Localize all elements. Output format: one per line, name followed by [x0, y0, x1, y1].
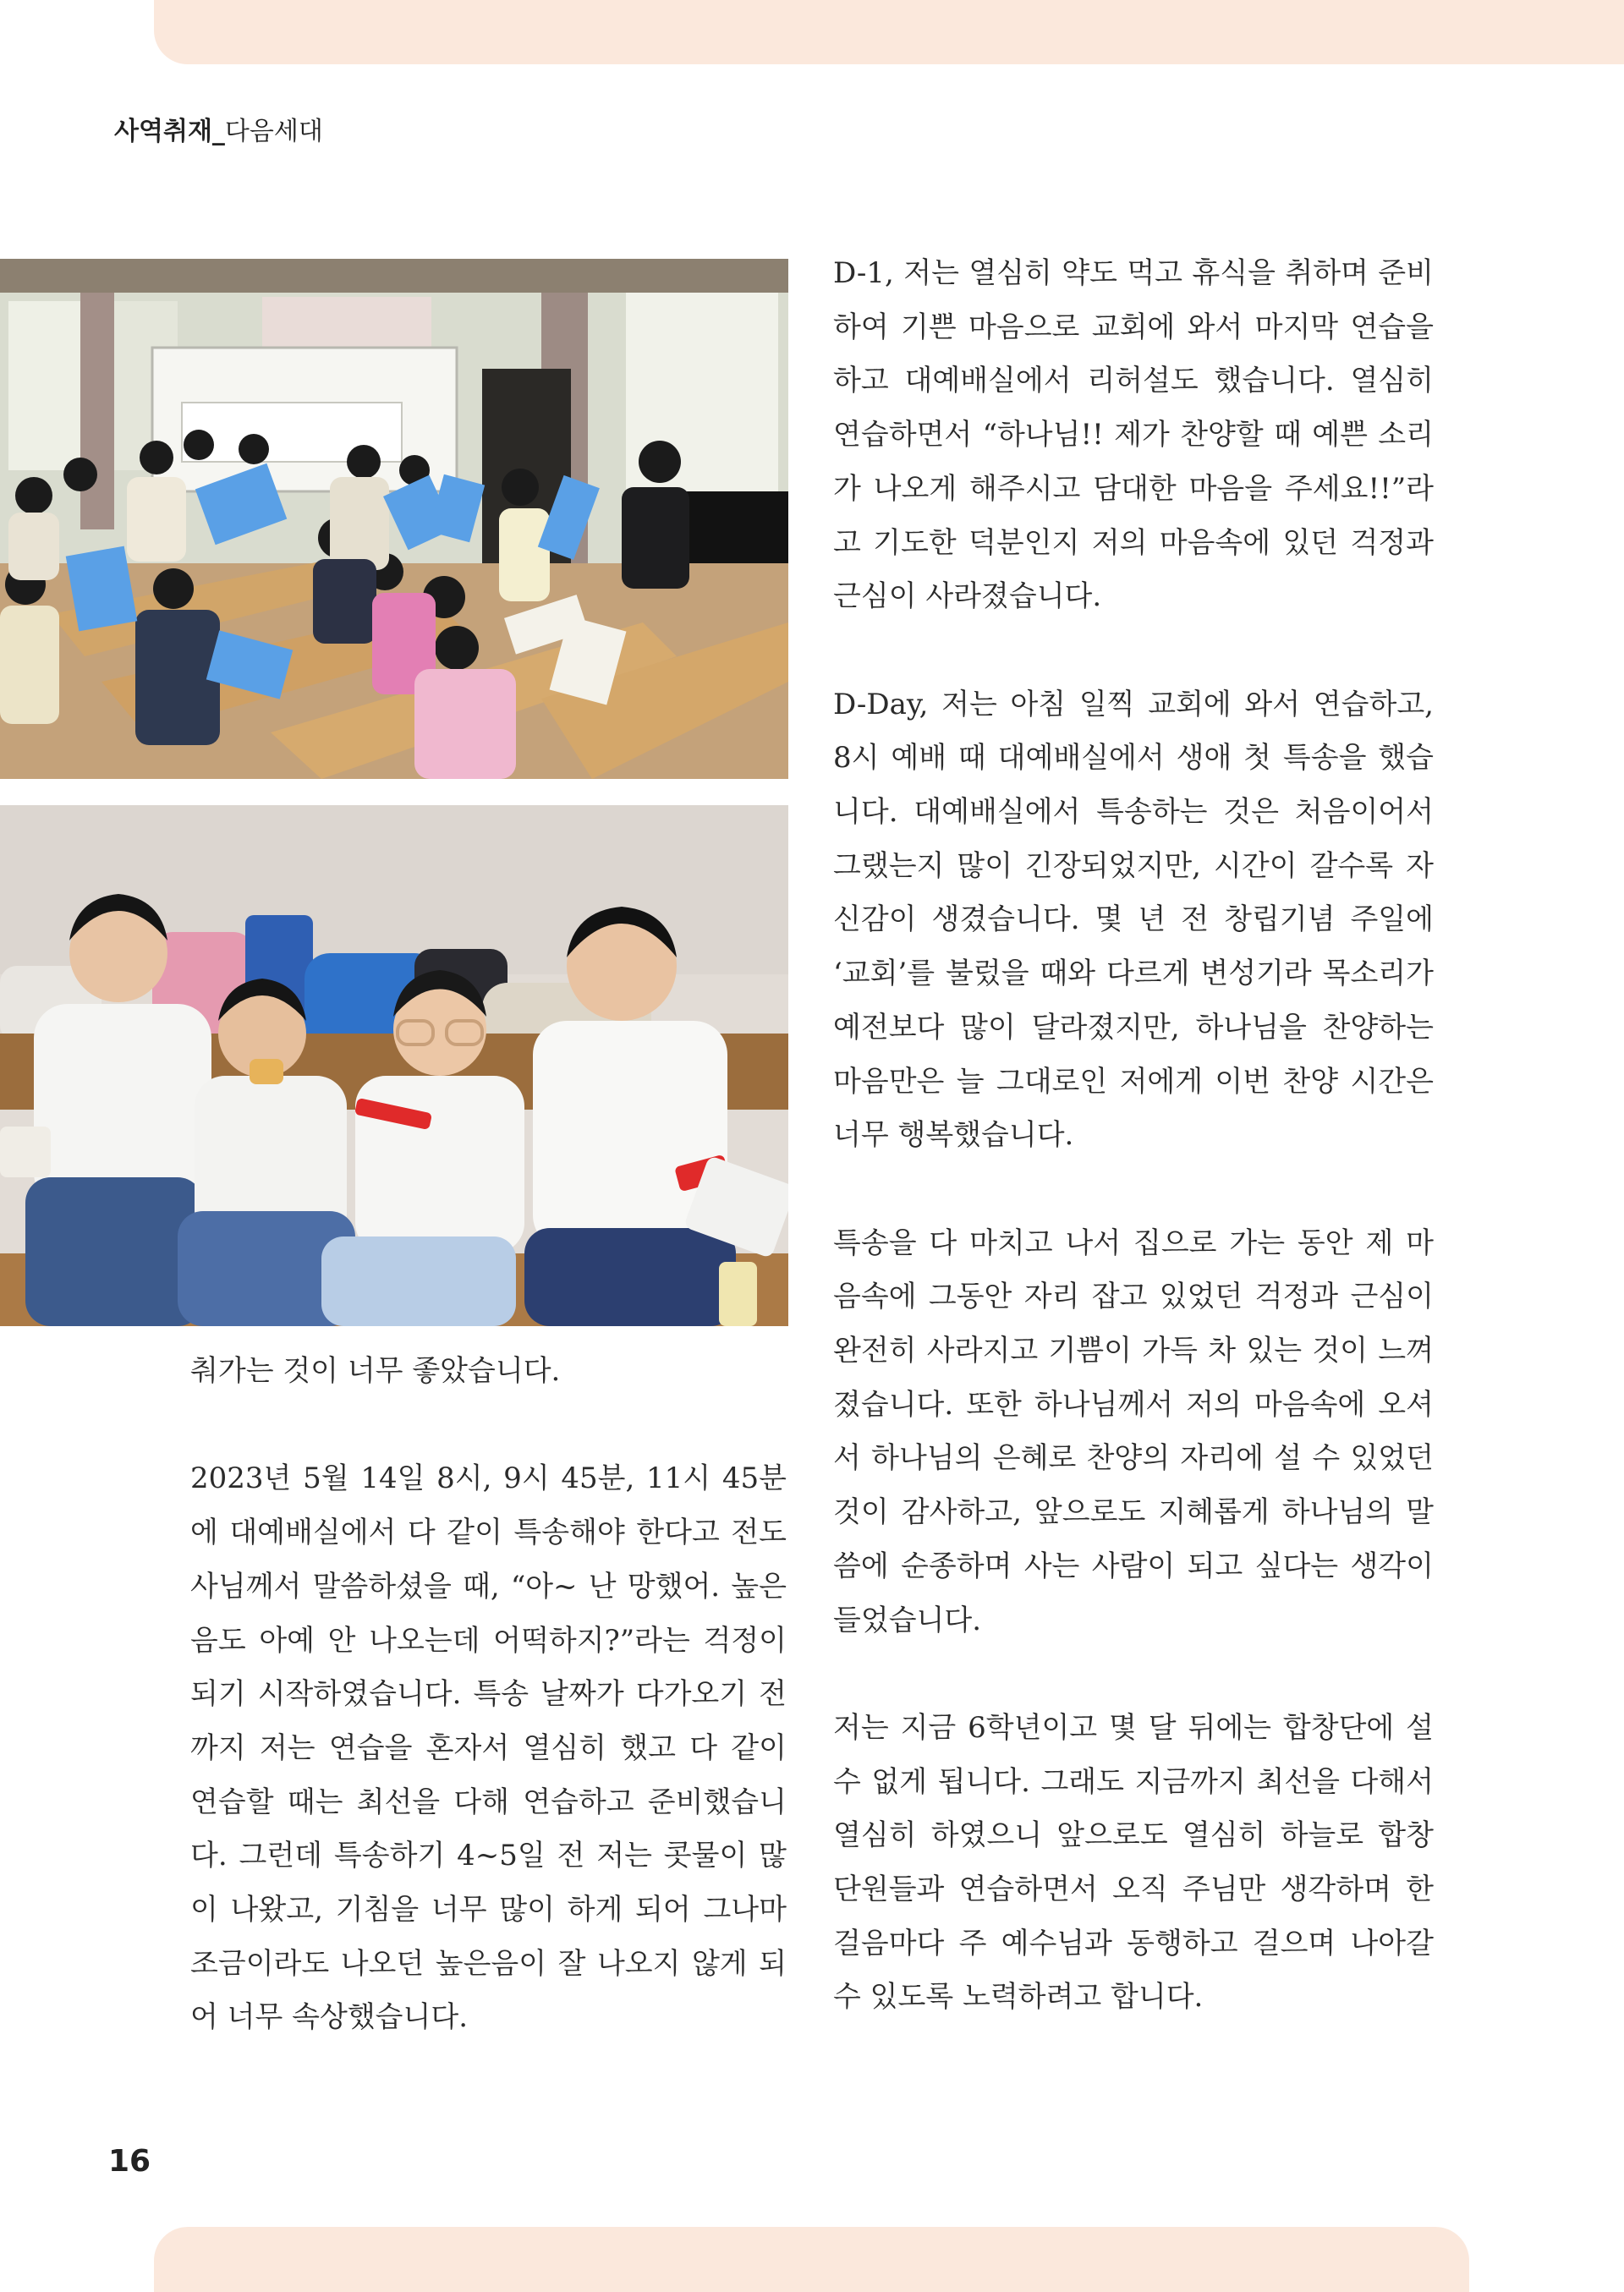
section-label-light: 다음세대	[224, 117, 323, 146]
left-paragraph-2: 2023년 5월 14일 8시, 9시 45분, 11시 45분에 대예배실에서 다 같이 특송해야 한다고 전도사님께서 말씀하셨을 때, “아~ 난 망했어. 높은음도 아예 안 나오는데 어떡하지?”라는 걱정이 되기 시작하였습니다. 특송 날짜가 다가오기 전까지 저는 연습을 혼자서 열심히 했고 다 같이 연습할 때는 최선을 다해 연습하고 준비했습니다. 그런데 특송하기 4~5일 전 저는 콧물이 많이 나왔고, 기침을 너무 많이 하게 되어 그나마 조금이라도 나오던 높은음이 잘 나오지 않게 되어 너무 속상했습니다.	[190, 1461, 787, 2035]
section-label	[114, 110, 323, 147]
children-snack-illustration	[0, 805, 788, 1326]
right-paragraph-2: D-Day, 저는 아침 일찍 교회에 와서 연습하고, 8시 예배 때 대예배실에서 생애 첫 특송을 했습니다. 대예배실에서 특송하는 것은 처음이어서 그랬는지 많이 긴장되었지만, 시간이 갈수록 자신감이 생겼습니다. 몇 년 전 창립기념 주일에 ‘교회’를 불렀을 때와 다르게 변성기라 목소리가 예전보다 많이 달라졌지만, 하나님을 찬양하는 마음만은 늘 그대로인 저에게 이번 찬양 시간은 너무 행복했습니다.	[833, 687, 1434, 1153]
choir-rehearsal-illustration	[0, 259, 788, 779]
right-paragraph-1: D-1, 저는 열심히 약도 먹고 휴식을 취하며 준비하여 기쁜 마음으로 교회에 와서 마지막 연습을 하고 대예배실에서 리허설도 했습니다. 열심히 연습하면서 “하나님!! 제가 찬양할 때 예쁜 소리가 나오게 해주시고 담대한 마음을 주세요!!”라고 기도한 덕분인지 저의 마음속에 있던 걱정과 근심이 사라졌습니다.	[833, 256, 1434, 614]
left-column	[190, 1345, 787, 2045]
choir-rehearsal-photo	[0, 259, 788, 779]
bottom-decorative-band	[154, 2227, 1469, 2292]
left-paragraph-1: 춰가는 것이 너무 좋았습니다.	[190, 1354, 561, 1388]
top-decorative-band	[154, 0, 1624, 64]
children-snack-photo	[0, 805, 788, 1326]
right-column	[833, 247, 1434, 2025]
page-number: 16	[108, 2144, 151, 2179]
right-paragraph-3: 특송을 다 마치고 나서 집으로 가는 동안 제 마음속에 그동안 자리 잡고 있었던 걱정과 근심이 완전히 사라지고 기쁨이 가득 차 있는 것이 느껴졌습니다. 또한 하나님께서 저의 마음속에 오셔서 하나님의 은혜로 찬양의 자리에 설 수 있었던 것이 감사하고, 앞으로도 지혜롭게 하나님의 말씀에 순종하며 사는 사람이 되고 싶다는 생각이 들었습니다.	[833, 1226, 1434, 1637]
section-label-strong: 사역취재_	[114, 117, 225, 146]
right-paragraph-4: 저는 지금 6학년이고 몇 달 뒤에는 합창단에 설 수 없게 됩니다. 그래도 지금까지 최선을 다해서 열심히 하였으니 앞으로도 열심히 하늘로 합창단원들과 연습하면서 오직 주님만 생각하며 한 걸음마다 주 예수님과 동행하고 걸으며 나아갈 수 있도록 노력하려고 합니다.	[833, 1710, 1434, 2015]
